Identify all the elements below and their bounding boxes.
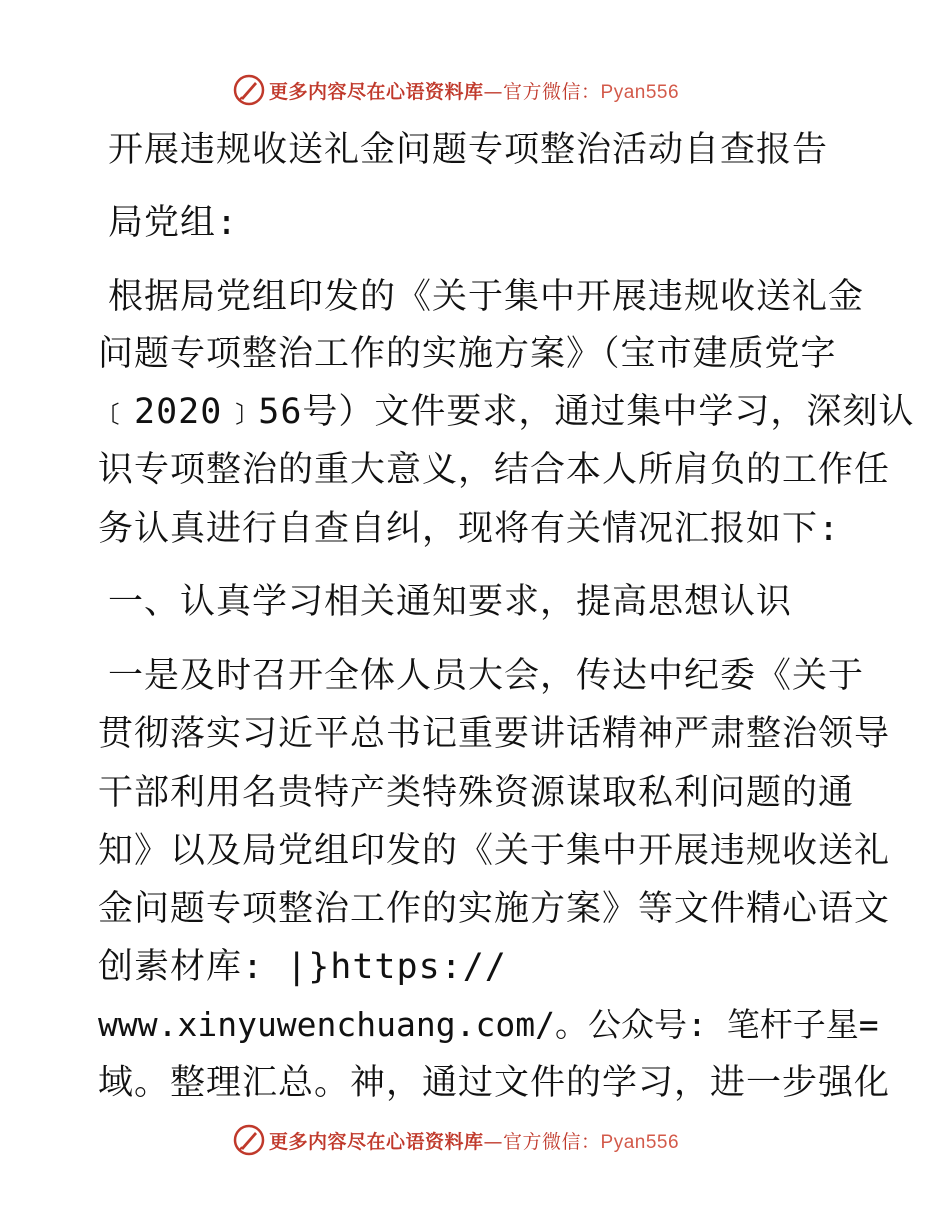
body-line: 根据局党组印发的《关于集中开展违规收送礼金: [108, 277, 865, 317]
body-line: ﹝2020﹞56号）文件要求，通过集中学习，深刻认: [98, 392, 915, 432]
banner-dash: —: [483, 80, 504, 103]
body-line: 干部利用名贵特产类特殊资源谋取私利问题的通: [98, 773, 855, 813]
body-line: 创素材库: |}https://: [98, 947, 507, 987]
section-heading: 一、认真学习相关通知要求，提高思想认识: [108, 582, 793, 622]
body-line: 问题专项整治工作的实施方案》（宝市建质党字: [98, 334, 837, 374]
body-line: 一是及时召开全体人员大会，传达中纪委《关于: [108, 656, 865, 696]
quill-logo-icon: [233, 1124, 265, 1156]
body-line: www.xinyuwenchuang.com/。公众号: 笔杆子星=: [98, 1005, 879, 1044]
banner-wechat-id: Pyan556: [600, 1131, 680, 1153]
document-title: 开展违规收送礼金问题专项整治活动自查报告: [108, 130, 829, 170]
banner-text: [269, 77, 679, 104]
banner-dash: —: [483, 1130, 504, 1153]
body-line: 贯彻落实习近平总书记重要讲话精神严肃整治领导: [98, 714, 891, 754]
body-line: 识专项整治的重大意义，结合本人所肩负的工作任: [98, 450, 891, 490]
body-line: 金问题专项整治工作的实施方案》等文件精心语文: [98, 889, 891, 929]
banner-prefix: 更多内容尽在心语资料库: [269, 1130, 484, 1153]
footer-watermark-banner: [233, 1123, 679, 1157]
salutation: 局党组:: [108, 203, 239, 243]
header-watermark-banner: [233, 73, 679, 107]
body-line: 务认真进行自查自纠，现将有关情况汇报如下:: [98, 509, 841, 549]
banner-wechat-id: Pyan556: [600, 81, 680, 103]
banner-wechat-label: 官方微信：: [503, 1130, 601, 1153]
quill-logo-icon: [233, 74, 265, 106]
banner-prefix: 更多内容尽在心语资料库: [269, 80, 484, 103]
banner-text: [269, 1127, 679, 1154]
banner-wechat-label: 官方微信：: [503, 80, 601, 103]
body-line: 知》以及局党组印发的《关于集中开展违规收送礼: [98, 831, 891, 871]
body-line: 域。整理汇总。神，通过文件的学习，进一步强化: [98, 1063, 891, 1103]
